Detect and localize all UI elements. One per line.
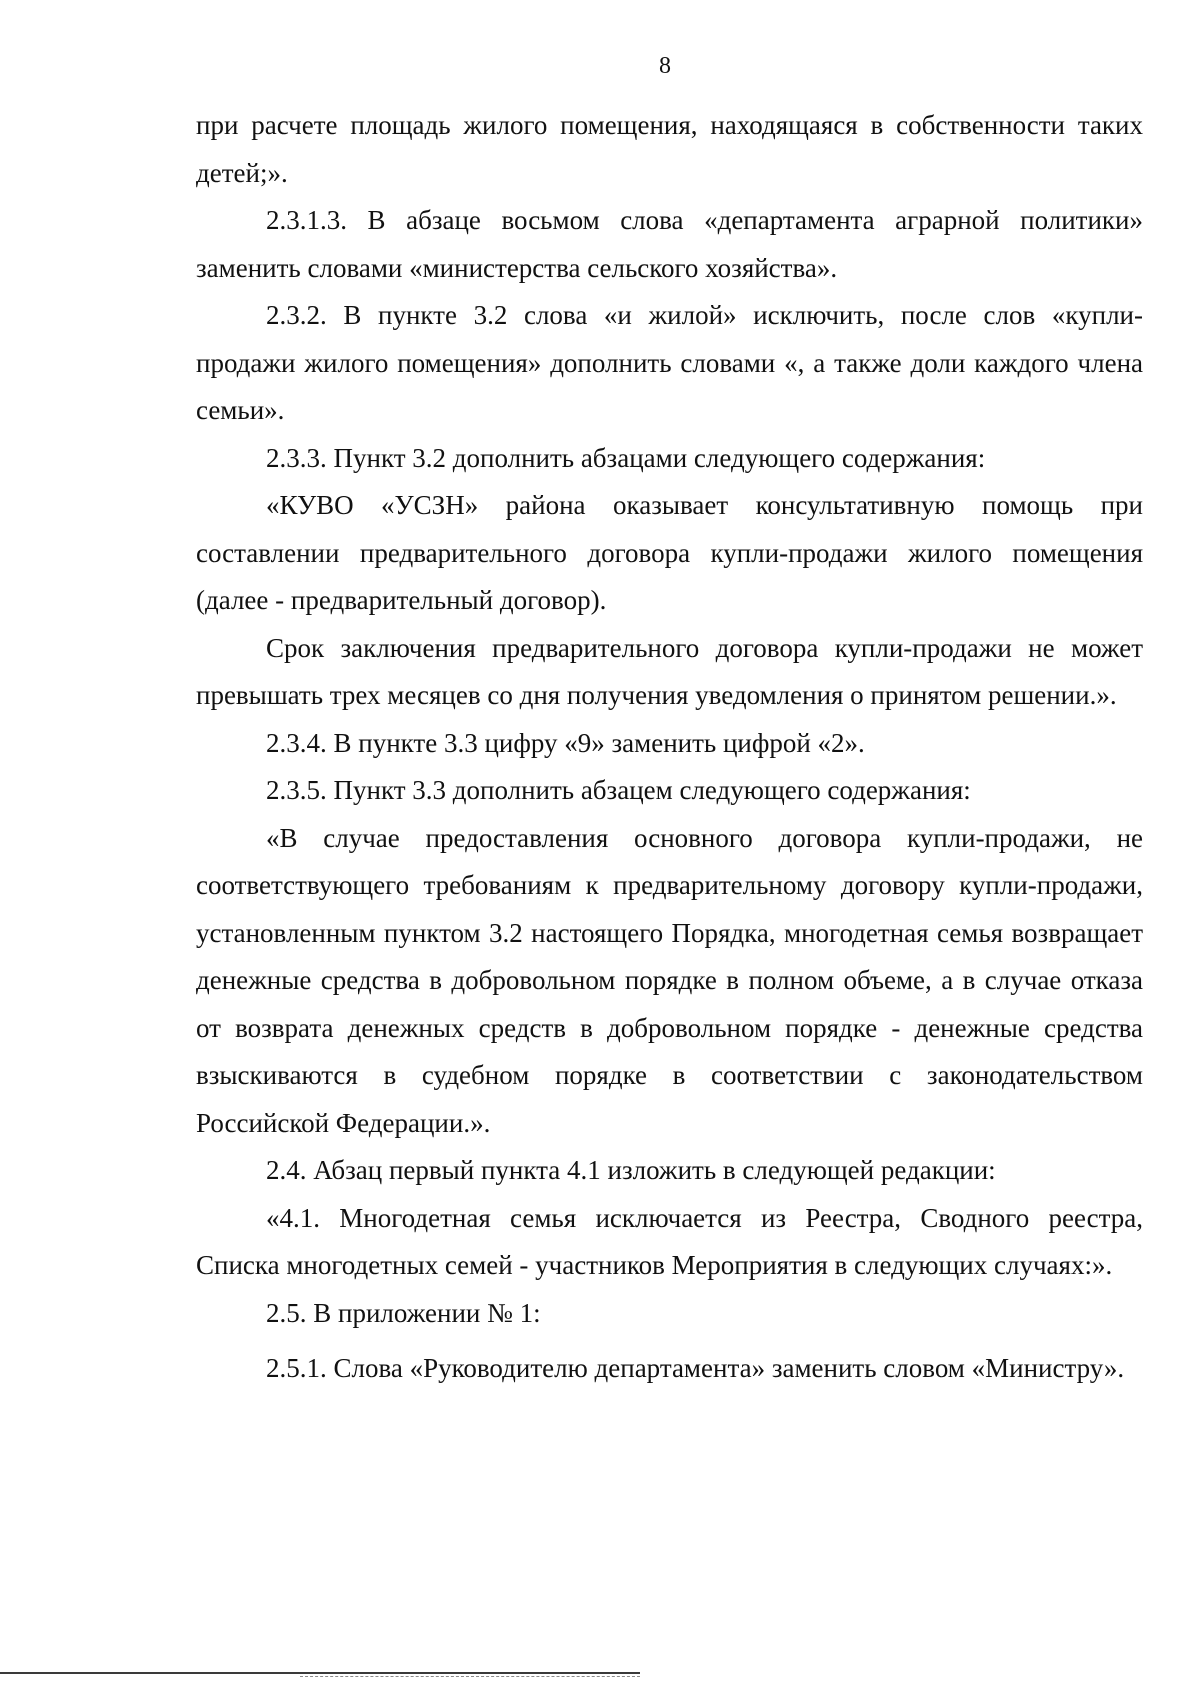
paragraph: «В случае предоставления основного договора купли-продажи, не соответствующего требованиям к предварительному договору купли-продажи, установленным пунктом 3.2 настоящего Порядка, многодетная семья возвращает денежные средства в добровольном порядке в полном объеме, а в случае отказа от возврата денежных средств в добровольном порядке - денежные средства взыскиваются в судебном порядке в соответствии с законодательством Российской Федерации.». — [196, 822, 1143, 1138]
paragraph: 2.4. Абзац первый пункта 4.1 изложить в следующей редакции: — [266, 1155, 996, 1185]
paragraph: «КУВО «УСЗН» района оказывает консультативную помощь при составлении предварительного договора купли-продажи жилого помещения (далее - предварительный договор). — [196, 490, 1143, 615]
document-body — [196, 102, 1143, 1393]
paragraph: 2.3.4. В пункте 3.3 цифру «9» заменить цифрой «2». — [266, 727, 865, 758]
paragraph: 2.3.1.3. В абзаце восьмом слова «департамента аграрной политики» заменить словами «министерства сельского хозяйства». — [196, 205, 1143, 283]
paragraph: Срок заключения предварительного договора купли-продажи не может превышать трех месяцев со дня получения уведомления о принятом решении.». — [196, 632, 1143, 710]
paragraph: 2.3.2. В пункте 3.2 слова «и жилой» исключить, после слов «купли-продажи жилого помещения» дополнить словами «, а также доли каждого члена семьи». — [196, 300, 1143, 425]
paragraph: 2.3.5. Пункт 3.3 дополнить абзацем следующего содержания: — [266, 775, 971, 805]
paragraph: 2.3.3. Пункт 3.2 дополнить абзацами следующего содержания: — [266, 442, 986, 473]
paragraph: при расчете площадь жилого помещения, находящаяся в собственности таких детей;». — [196, 110, 1143, 188]
page-number: 8 — [659, 53, 671, 79]
paragraph: 2.5. В приложении № 1: — [266, 1297, 541, 1328]
scan-edge-line-faint — [300, 1676, 640, 1677]
paragraph: 2.5.1. Слова «Руководителю департамента» заменить словом «Министру». — [266, 1353, 1125, 1383]
paragraph: «4.1. Многодетная семья исключается из Реестра, Сводного реестра, Списка многодетных семей - участников Мероприятия в следующих случаях:». — [196, 1202, 1143, 1280]
scan-edge-line — [0, 1672, 640, 1674]
